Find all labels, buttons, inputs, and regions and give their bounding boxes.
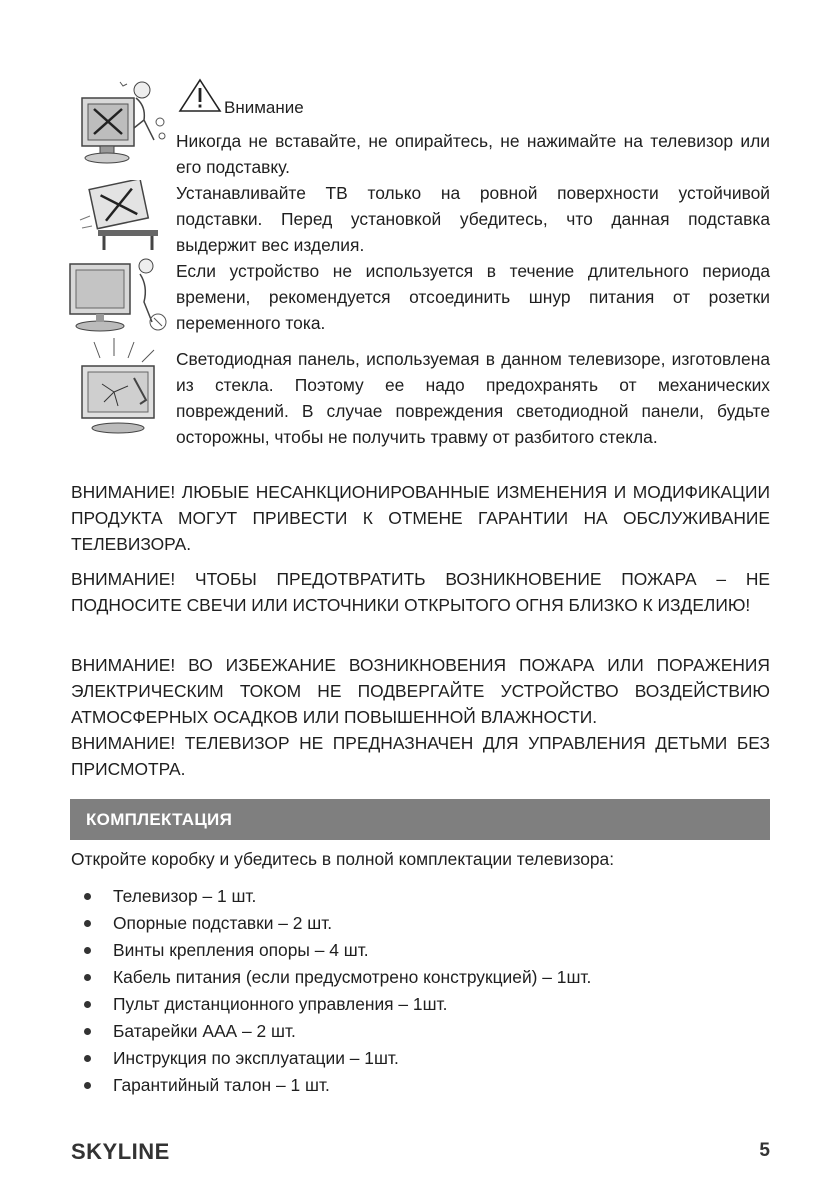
bullet-icon [84, 920, 91, 927]
broken-screen-illustration [74, 338, 166, 438]
list-item [71, 964, 771, 991]
list-item-text: Телевизор – 1 шт. [113, 886, 257, 906]
list-item [71, 1072, 771, 1099]
list-item-text: Инструкция по эксплуатации – 1шт. [113, 1048, 399, 1068]
attention-title: Внимание [224, 98, 304, 117]
bullet-icon [84, 1082, 91, 1089]
list-item-text: Пульт дистанционного управления – 1шт. [113, 994, 448, 1014]
list-item-text: Кабель питания (если предусмотрено конструкцией) – 1шт. [113, 967, 592, 987]
bullet-icon [84, 947, 91, 954]
warning-triangle-icon [178, 78, 222, 114]
list-item [71, 1018, 771, 1045]
attention-item-1: Никогда не вставайте, не опирайтесь, не нажимайте на телевизор или его подставку. [176, 131, 770, 177]
list-item-text: Винты крепления опоры – 4 шт. [113, 940, 369, 960]
list-item [71, 991, 771, 1018]
warning-fire: ВНИМАНИЕ! ЧТОБЫ ПРЕДОТВРАТИТЬ ВОЗНИКНОВЕНИЕ ПОЖАРА – НЕ ПОДНОСИТЕ СВЕЧИ ИЛИ ИСТОЧНИКИ ОТКРЫТОГО ОГНЯ БЛИЗКО К ИЗДЕЛИЮ! [71, 569, 770, 615]
package-intro: Откройте коробку и убедитесь в полной комплектации телевизора: [71, 849, 615, 869]
list-item [71, 937, 771, 964]
bullet-icon [84, 974, 91, 981]
attention-item-4: Светодиодная панель, используемая в данном телевизоре, изготовлена из стекла. Поэтому ее надо предохранять от механических повреждений. В случае повреждения светодиодной панели, будьте осторожны, чтобы не получить травму от разбитого стекла. [176, 349, 770, 447]
section-heading-package: КОМПЛЕКТАЦИЯ [70, 799, 770, 840]
list-item [71, 1045, 771, 1072]
lean-on-tv-illustration [80, 76, 170, 168]
attention-item-3: Если устройство не используется в течение длительного периода времени, рекомендуется отсоединить шнур питания от розетки переменного тока. [176, 261, 770, 333]
package-list [71, 883, 771, 1099]
list-item [71, 883, 771, 910]
bullet-icon [84, 1028, 91, 1035]
warning-moisture: ВНИМАНИЕ! ВО ИЗБЕЖАНИЕ ВОЗНИКНОВЕНИЯ ПОЖАРА ИЛИ ПОРАЖЕНИЯ ЭЛЕКТРИЧЕСКИМ ТОКОМ НЕ ПОДВЕРГАЙТЕ УСТРОЙСТВО ВОЗДЕЙСТВИЮ АТМОСФЕРНЫХ ОСАДКОВ ИЛИ ПОВЫШЕННОЙ ВЛАЖНОСТИ. [71, 655, 770, 727]
page-number: 5 [759, 1140, 770, 1161]
warning-children: ВНИМАНИЕ! ТЕЛЕВИЗОР НЕ ПРЕДНАЗНАЧЕН ДЛЯ УПРАВЛЕНИЯ ДЕТЬМИ БЕЗ ПРИСМОТРА. [71, 733, 770, 779]
bullet-icon [84, 1001, 91, 1008]
unstable-tv-illustration [78, 180, 170, 252]
unplug-tv-illustration [68, 256, 168, 336]
list-item-text: Опорные подставки – 2 шт. [113, 913, 333, 933]
attention-item-2: Устанавливайте ТВ только на ровной поверхности устойчивой подставки. Перед установкой убедитесь, что данная подставка выдержит вес изделия. [176, 183, 770, 255]
list-item [71, 910, 771, 937]
warning-modifications: ВНИМАНИЕ! ЛЮБЫЕ НЕСАНКЦИОНИРОВАННЫЕ ИЗМЕНЕНИЯ И МОДИФИКАЦИИ ПРОДУКТА МОГУТ ПРИВЕСТИ К ОТМЕНЕ ГАРАНТИИ НА ОБСЛУЖИВАНИЕ ТЕЛЕВИЗОРА. [71, 482, 770, 554]
brand-logo: SKYLINE [71, 1139, 170, 1164]
bullet-icon [84, 1055, 91, 1062]
bullet-icon [84, 893, 91, 900]
list-item-text: Батарейки ААА – 2 шт. [113, 1021, 296, 1041]
list-item-text: Гарантийный талон – 1 шт. [113, 1075, 330, 1095]
